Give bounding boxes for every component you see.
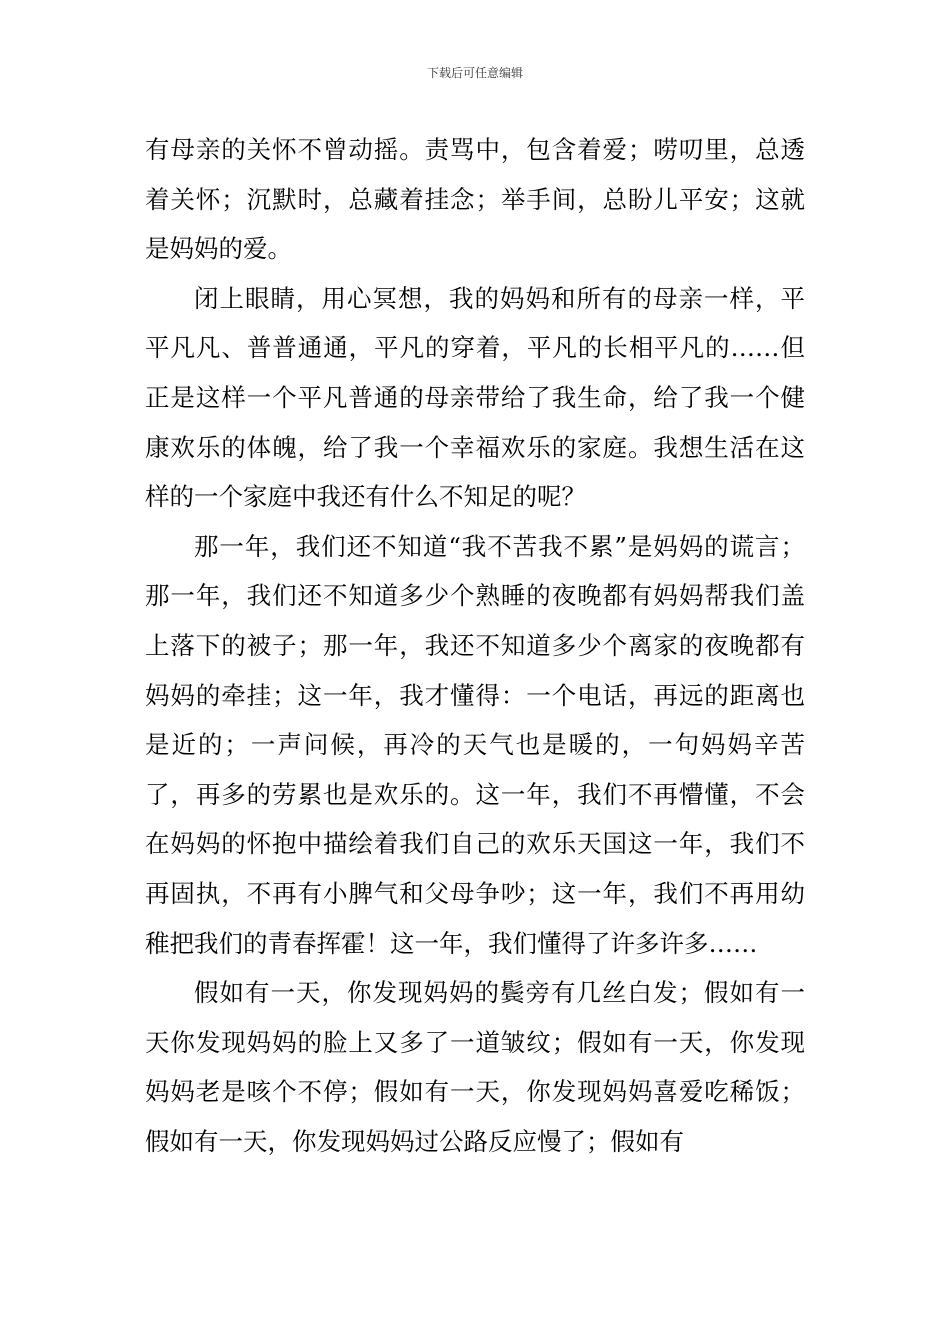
paragraph-2: 闭上眼睛，用心冥想，我的妈妈和所有的母亲一样，平平凡凡、普普通通，平凡的穿着，平凡的长相平凡的……但正是这样一个平凡普通的母亲带给了我生命，给了我一个健康欢乐的体魄，给了我一个幸福欢乐的家庭。我想生活在这样的一个家庭中我还有什么不知足的呢？ [145, 283, 805, 512]
page-header: 下载后可任意编辑 [426, 66, 523, 80]
paragraph-3: 那一年，我们还不知道“我不苦我不累”是妈妈的谎言；那一年，我们还不知道多少个熟睡的夜晚都有妈妈帮我们盖上落下的被子；那一年，我还不知道多少个离家的夜晚都有妈妈的牵挂；这一年，我才懂得：一个电话，再远的距离也是近的；一声问候，再冷的天气也是暖的，一句妈妈辛苦了，再多的劳累也是欢乐的。这一年，我们不再懵懂，不会在妈妈的怀抱中描绘着我们自己的欢乐天国这一年，我们不再固执，不再有小脾气和父母争吵；这一年，我们不再用幼稚把我们的青春挥霍！这一年，我们懂得了许多许多…… [145, 531, 805, 958]
paragraph-1: 有母亲的关怀不曾动摇。责骂中，包含着爱；唠叨里，总透着关怀；沉默时，总藏着挂念；举手间，总盼儿平安；这就是妈妈的爱。 [145, 135, 805, 264]
paragraph-4: 假如有一天，你发现妈妈的鬓旁有几丝白发；假如有一天你发现妈妈的脸上又多了一道皱纹；假如有一天，你发现妈妈老是咳个不停；假如有一天，你发现妈妈喜爱吃稀饭；假如有一天，你发现妈妈过公路反应慢了；假如有 [145, 978, 805, 1156]
document-body [145, 125, 805, 1166]
